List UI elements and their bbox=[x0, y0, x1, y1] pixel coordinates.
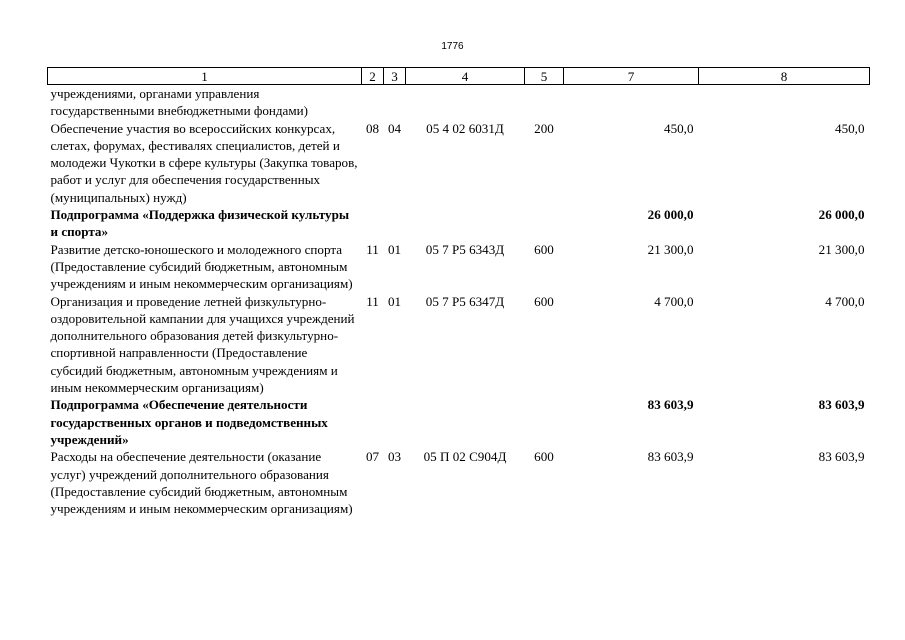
row-expense-type: 600 bbox=[534, 449, 554, 465]
budget-table bbox=[47, 67, 870, 517]
row-subsection bbox=[384, 396, 406, 448]
row-name: Подпрограмма «Обеспечение деятельности государственных органов и подведомственных учреждений» bbox=[50, 397, 328, 447]
row-amount-col-7 bbox=[564, 85, 699, 120]
row-amount-col-7: 4 700,0 bbox=[654, 293, 694, 309]
row-name: Подпрограмма «Поддержка физической культуры и спорта» bbox=[50, 207, 350, 240]
row-section bbox=[362, 85, 384, 120]
row-subsection bbox=[384, 85, 406, 120]
header-col-4: 4 bbox=[406, 68, 525, 85]
row-name: Обеспечение участия во всероссийских конкурсах, слетах, форумах, фестивалях специалистов, детей и молодежи Чукотки в сфере культуры (Закупка товаров, работ и услуг для обеспечения государственных (муниципальных) нужд) bbox=[50, 120, 358, 205]
subprogram-row bbox=[48, 206, 870, 241]
row-name: учреждениями, органами управления государственными внебюджетными фондами) bbox=[50, 86, 309, 119]
table-row bbox=[48, 241, 870, 293]
row-name: Развитие детско-юношеского и молодежного спорта (Предоставление субсидий бюджетным, автономным учреждениям и иным некоммерческим организациям) bbox=[50, 241, 353, 292]
row-expense-type bbox=[525, 85, 564, 120]
row-section: 11 bbox=[366, 293, 379, 309]
row-target-article bbox=[406, 85, 525, 120]
table-header-row bbox=[48, 68, 870, 85]
row-expense-type bbox=[525, 206, 564, 241]
row-amount-col-8: 26 000,0 bbox=[818, 207, 865, 223]
row-target-article: 05 7 Р5 6347Д bbox=[425, 293, 505, 309]
table-row bbox=[48, 448, 870, 517]
row-target-article: 05 4 02 6031Д bbox=[426, 120, 504, 136]
row-amount-col-8: 450,0 bbox=[835, 120, 865, 136]
row-amount-col-7: 21 300,0 bbox=[647, 241, 694, 257]
row-amount-col-8 bbox=[699, 85, 870, 120]
row-target-article bbox=[406, 206, 525, 241]
table-row bbox=[48, 85, 870, 120]
row-section: 08 bbox=[365, 120, 380, 136]
row-amount-col-8: 83 603,9 bbox=[818, 449, 865, 465]
row-amount-col-7: 83 603,9 bbox=[647, 449, 694, 465]
row-expense-type: 600 bbox=[534, 241, 554, 257]
table-row bbox=[48, 293, 870, 397]
row-section: 07 bbox=[365, 449, 380, 465]
header-col-2: 2 bbox=[362, 68, 384, 85]
row-amount-col-8: 21 300,0 bbox=[818, 241, 865, 257]
row-amount-col-7: 450,0 bbox=[664, 120, 694, 136]
header-col-8: 8 bbox=[699, 68, 870, 85]
row-expense-type: 200 bbox=[534, 120, 554, 136]
row-expense-type bbox=[525, 396, 564, 448]
header-col-5: 5 bbox=[525, 68, 564, 85]
row-amount-col-8: 83 603,9 bbox=[818, 397, 865, 413]
row-subsection: 03 bbox=[387, 449, 402, 465]
row-amount-col-7: 83 603,9 bbox=[647, 397, 694, 413]
header-col-3: 3 bbox=[384, 68, 406, 85]
header-col-1: 1 bbox=[48, 68, 362, 85]
header-col-7: 7 bbox=[564, 68, 699, 85]
row-target-article bbox=[406, 396, 525, 448]
row-amount-col-7: 26 000,0 bbox=[647, 207, 694, 223]
page-number: 1776 bbox=[441, 41, 464, 52]
row-section: 11 bbox=[366, 241, 379, 257]
row-subsection: 04 bbox=[387, 120, 402, 136]
table-row bbox=[48, 120, 870, 206]
row-subsection: 01 bbox=[387, 241, 402, 257]
row-subsection: 01 bbox=[387, 293, 402, 309]
row-target-article: 05 7 Р5 6343Д bbox=[425, 241, 505, 257]
row-section bbox=[362, 206, 384, 241]
subprogram-row bbox=[48, 396, 870, 448]
row-name: Организация и проведение летней физкультурно-оздоровительной кампании для учащихся учреждений дополнительного образования детей физкультурно-спортивной направленности (Предоставление субсидий бюджетным, автономным учреждениям и иным некоммерческим организациям) bbox=[50, 293, 355, 396]
row-amount-col-8: 4 700,0 bbox=[825, 293, 865, 309]
row-section bbox=[362, 396, 384, 448]
row-name: Расходы на обеспечение деятельности (оказание услуг) учреждений дополнительного образования (Предоставление субсидий бюджетным, автономным учреждениям и иным некоммерческим организациям) bbox=[50, 449, 353, 517]
row-expense-type: 600 bbox=[534, 293, 554, 309]
row-subsection bbox=[384, 206, 406, 241]
row-target-article: 05 П 02 С904Д bbox=[423, 449, 507, 465]
